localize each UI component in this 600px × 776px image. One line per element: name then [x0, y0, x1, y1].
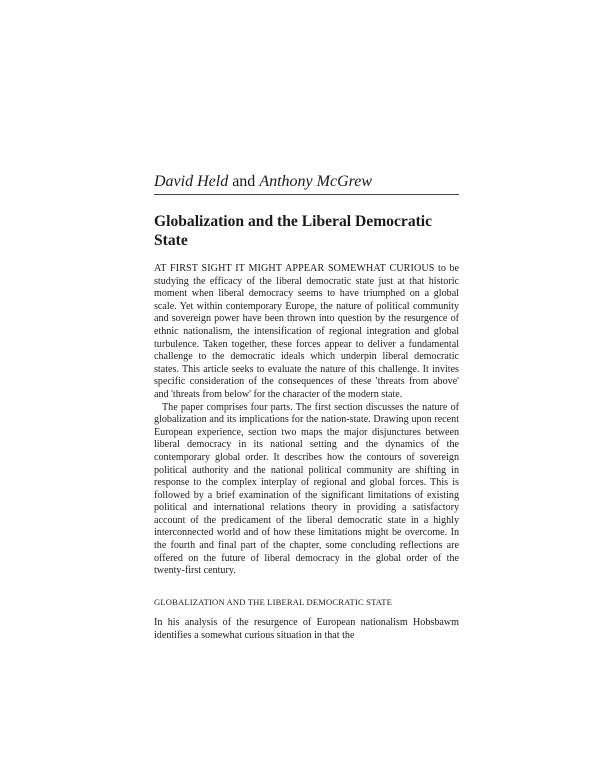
section-heading: GLOBALIZATION AND THE LIBERAL DEMOCRATIC STATE	[154, 597, 392, 607]
header-rule	[154, 194, 459, 195]
article-title: Globalization and the Liberal Democratic State	[154, 213, 433, 249]
opening-small-caps: AT FIRST SIGHT IT MIGHT APPEAR SOMEWHAT CURIOUS	[154, 263, 435, 274]
section-paragraph: In his analysis of the resurgence of European nationalism Hobsbawm identifies a somewhat curious situation in that the	[154, 617, 459, 641]
paragraph-2: The paper comprises four parts. The first section discusses the nature of globalization and its implications for the nation-state. Drawing upon recent European experience, section two maps the major disjunctures between liberal democracy in its national setting and the dynamics of the contemporary global order. It describes how the contours of sovereign political authority and the national political community are shifting in response to the complex interplay of regional and global forces. This is followed by a brief examination of the significant limitations of existing political and international relations theory in providing a satisfactory account of the predicament of the liberal democratic state in a highly interconnected world and of how these limitations might be overcome. In the fourth and final part of the chapter, some concluding reflections are offered on the future of liberal democracy in the global order of the twenty-first century.	[154, 401, 459, 577]
author-conjunction: and	[232, 173, 256, 190]
paragraph-1-text: to be studying the efficacy of the liberal democratic state just at that historic moment when liberal democracy seems to have triumphed on a global scale. Yet within contemporary Europe, the nature of political community and sovereign power have been thrown into question by the resurgence of ethnic nationalism, the intensification of regional integration and global turbulence. Taken together, these forces appear to deliver a fundamental challenge to the democratic ideals which underpin liberal democratic states. This article seeks to evaluate the nature of this challenge. It invites specific consideration of the consequences of these 'threats from above' and 'threats from below' for the character of the modern state.	[154, 263, 459, 400]
article-body	[154, 263, 459, 578]
author-line	[154, 172, 459, 192]
author-name-mcgrew: Anthony McGrew	[259, 173, 373, 190]
paragraph-1	[154, 263, 459, 402]
author-name-held: David Held	[154, 173, 229, 190]
